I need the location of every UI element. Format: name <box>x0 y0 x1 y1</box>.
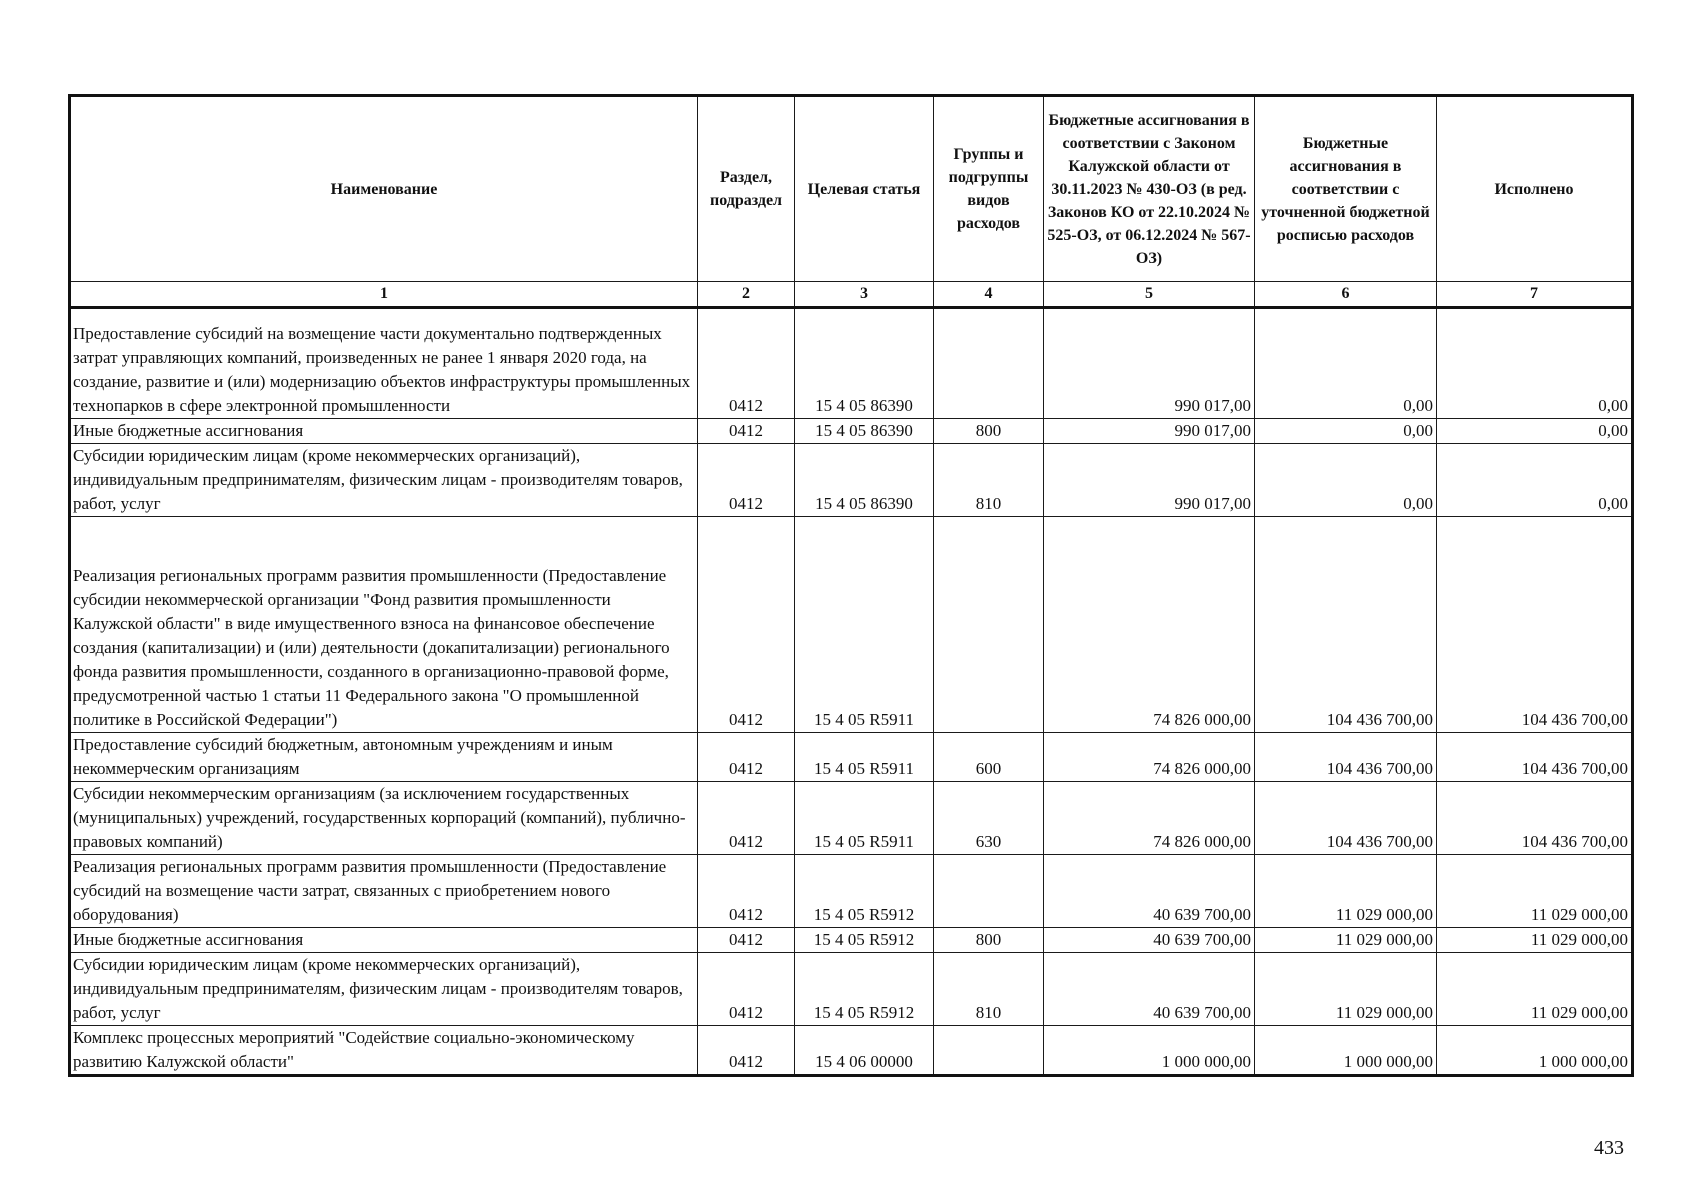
row-executed-amount: 104 436 700,00 <box>1437 782 1633 855</box>
row-name: Иные бюджетные ассигнования <box>70 928 698 953</box>
header-name: Наименование <box>70 96 698 282</box>
row-group <box>934 308 1044 419</box>
row-article: 15 4 05 86390 <box>795 444 934 517</box>
row-group: 800 <box>934 928 1044 953</box>
table-row <box>70 444 1633 517</box>
row-group: 810 <box>934 444 1044 517</box>
row-law-amount: 40 639 700,00 <box>1044 928 1255 953</box>
row-name: Реализация региональных программ развития промышленности (Предоставление субсидий на возмещение части затрат, связанных с приобретением нового оборудования) <box>70 855 698 928</box>
header-target-article: Целевая статья <box>795 96 934 282</box>
row-article: 15 4 05 R5911 <box>795 782 934 855</box>
row-group: 630 <box>934 782 1044 855</box>
row-name: Предоставление субсидий на возмещение части документально подтвержденных затрат управляющих компаний, произведенных не ранее 1 января 2020 года, на создание, развитие и (или) модернизацию объектов инфраструктуры промышленных технопарков в сфере электронной промышленности <box>70 308 698 419</box>
table-row <box>70 782 1633 855</box>
table-row <box>70 953 1633 1026</box>
row-name: Реализация региональных программ развития промышленности (Предоставление субсидии некоммерческой организации "Фонд развития промышленности Калужской области" в виде имущественного взноса на финансовое обеспечение создания (капитализации) и (или) деятельности (докапитализации) регионального фонда развития промышленности, созданного в организационно-правовой форме, предусмотренной частью 1 статьи 11 Федерального закона "О промышленной политике в Российской Федерации") <box>70 517 698 733</box>
header-law-appropriations: Бюджетные ассигнования в соответствии с Законом Калужской области от 30.11.2023 № 430-ОЗ (в ред. Законов КО от 22.10.2024 № 525-ОЗ, от 06.12.2024 № 567-ОЗ) <box>1044 96 1255 282</box>
row-refined-amount: 11 029 000,00 <box>1255 953 1437 1026</box>
row-refined-amount: 11 029 000,00 <box>1255 928 1437 953</box>
row-article: 15 4 05 R5911 <box>795 517 934 733</box>
row-name: Субсидии юридическим лицам (кроме некоммерческих организаций), индивидуальным предпринимателям, физическим лицам - производителям товаров, работ, услуг <box>70 953 698 1026</box>
row-executed-amount: 11 029 000,00 <box>1437 855 1633 928</box>
table-row <box>70 517 1633 733</box>
column-number: 7 <box>1437 282 1633 308</box>
row-law-amount: 74 826 000,00 <box>1044 782 1255 855</box>
row-name: Предоставление субсидий бюджетным, автономным учреждениям и иным некоммерческим организациям <box>70 733 698 782</box>
row-section: 0412 <box>698 308 795 419</box>
row-article: 15 4 06 00000 <box>795 1026 934 1076</box>
table-row <box>70 1026 1633 1076</box>
row-group <box>934 855 1044 928</box>
column-number: 3 <box>795 282 934 308</box>
row-section: 0412 <box>698 782 795 855</box>
row-section: 0412 <box>698 517 795 733</box>
row-section: 0412 <box>698 928 795 953</box>
column-number: 5 <box>1044 282 1255 308</box>
row-refined-amount: 11 029 000,00 <box>1255 855 1437 928</box>
column-number: 6 <box>1255 282 1437 308</box>
row-section: 0412 <box>698 855 795 928</box>
row-law-amount: 74 826 000,00 <box>1044 517 1255 733</box>
column-number: 1 <box>70 282 698 308</box>
row-name: Комплекс процессных мероприятий "Содействие социально-экономическому развитию Калужской области" <box>70 1026 698 1076</box>
row-section: 0412 <box>698 953 795 1026</box>
row-law-amount: 40 639 700,00 <box>1044 855 1255 928</box>
header-expense-group: Группы и подгруппы видов расходов <box>934 96 1044 282</box>
row-article: 15 4 05 86390 <box>795 308 934 419</box>
row-refined-amount: 1 000 000,00 <box>1255 1026 1437 1076</box>
header-row <box>70 96 1633 282</box>
row-refined-amount: 0,00 <box>1255 419 1437 444</box>
row-law-amount: 40 639 700,00 <box>1044 953 1255 1026</box>
row-refined-amount: 104 436 700,00 <box>1255 517 1437 733</box>
table-row <box>70 855 1633 928</box>
row-executed-amount: 104 436 700,00 <box>1437 733 1633 782</box>
row-law-amount: 990 017,00 <box>1044 308 1255 419</box>
column-number: 4 <box>934 282 1044 308</box>
row-group <box>934 1026 1044 1076</box>
row-article: 15 4 05 86390 <box>795 419 934 444</box>
page-number: 433 <box>1594 1137 1624 1159</box>
row-executed-amount: 11 029 000,00 <box>1437 928 1633 953</box>
row-executed-amount: 0,00 <box>1437 444 1633 517</box>
table-row <box>70 733 1633 782</box>
table-row <box>70 419 1633 444</box>
header-section: Раздел, подраздел <box>698 96 795 282</box>
row-section: 0412 <box>698 733 795 782</box>
row-article: 15 4 05 R5912 <box>795 928 934 953</box>
row-refined-amount: 104 436 700,00 <box>1255 782 1437 855</box>
row-article: 15 4 05 R5912 <box>795 953 934 1026</box>
row-law-amount: 1 000 000,00 <box>1044 1026 1255 1076</box>
row-section: 0412 <box>698 1026 795 1076</box>
row-law-amount: 990 017,00 <box>1044 444 1255 517</box>
row-executed-amount: 0,00 <box>1437 419 1633 444</box>
row-article: 15 4 05 R5911 <box>795 733 934 782</box>
table-row <box>70 928 1633 953</box>
row-section: 0412 <box>698 444 795 517</box>
row-article: 15 4 05 R5912 <box>795 855 934 928</box>
row-executed-amount: 1 000 000,00 <box>1437 1026 1633 1076</box>
row-section: 0412 <box>698 419 795 444</box>
header-refined-appropriations: Бюджетные ассигнования в соответствии с уточненной бюджетной росписью расходов <box>1255 96 1437 282</box>
row-refined-amount: 0,00 <box>1255 444 1437 517</box>
header-executed: Исполнено <box>1437 96 1633 282</box>
row-executed-amount: 0,00 <box>1437 308 1633 419</box>
row-law-amount: 74 826 000,00 <box>1044 733 1255 782</box>
row-group: 600 <box>934 733 1044 782</box>
row-name: Субсидии юридическим лицам (кроме некоммерческих организаций), индивидуальным предпринимателям, физическим лицам - производителям товаров, работ, услуг <box>70 444 698 517</box>
row-executed-amount: 104 436 700,00 <box>1437 517 1633 733</box>
row-name: Иные бюджетные ассигнования <box>70 419 698 444</box>
row-group <box>934 517 1044 733</box>
column-number: 2 <box>698 282 795 308</box>
row-group: 800 <box>934 419 1044 444</box>
row-group: 810 <box>934 953 1044 1026</box>
row-refined-amount: 0,00 <box>1255 308 1437 419</box>
budget-table <box>68 94 1634 1077</box>
table-row <box>70 308 1633 419</box>
row-law-amount: 990 017,00 <box>1044 419 1255 444</box>
column-number-row <box>70 282 1633 308</box>
row-name: Субсидии некоммерческим организациям (за исключением государственных (муниципальных) учреждений, государственных корпораций (компаний), публично-правовых компаний) <box>70 782 698 855</box>
row-refined-amount: 104 436 700,00 <box>1255 733 1437 782</box>
row-executed-amount: 11 029 000,00 <box>1437 953 1633 1026</box>
